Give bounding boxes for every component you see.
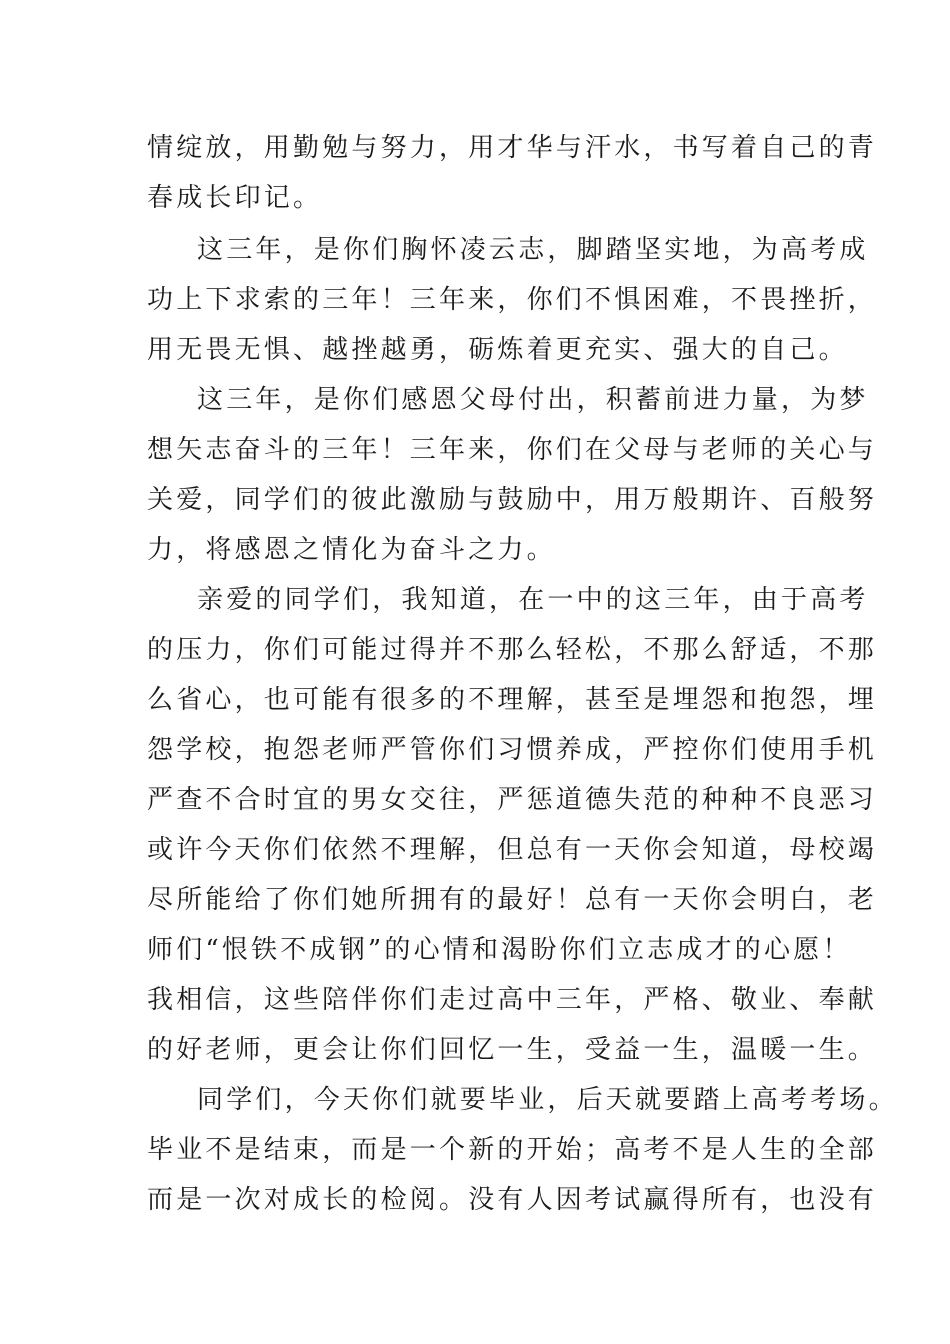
- text-line: 毕业不是结束，而是一个新的开始；高考不是人生的全部: [147, 1135, 878, 1165]
- text-line: 么省心，也可能有很多的不理解，甚至是埋怨和抱怨，埋: [147, 685, 878, 715]
- text-line: 春成长印记。: [147, 183, 323, 213]
- text-line: 尽所能给了你们她所拥有的最好！总有一天你会明白，老: [147, 885, 878, 915]
- text-line: 力，将感恩之情化为奋斗之力。: [147, 535, 556, 565]
- text-line: 我相信，这些陪伴你们走过高中三年，严格、敬业、奉献: [147, 985, 878, 1015]
- text-line: 而是一次对成长的检阅。没有人因考试赢得所有，也没有: [147, 1185, 878, 1215]
- paragraph-start-line: 同学们，今天你们就要毕业，后天就要踏上高考考场。: [197, 1085, 898, 1115]
- text-line: 情绽放，用勤勉与努力，用才华与汗水，书写着自己的青: [147, 133, 878, 163]
- paragraph-start-line: 这三年，是你们感恩父母付出，积蓄前进力量，为梦: [197, 385, 869, 415]
- text-line: 的压力，你们可能过得并不那么轻松，不那么舒适，不那: [147, 635, 878, 665]
- text-line: 的好老师，更会让你们回忆一生，受益一生，温暖一生。: [147, 1035, 878, 1065]
- text-line: 想矢志奋斗的三年！三年来，你们在父母与老师的关心与: [147, 435, 878, 465]
- text-line: 或许今天你们依然不理解，但总有一天你会知道，母校竭: [147, 835, 878, 865]
- text-line: 关爱，同学们的彼此激励与鼓励中，用万般期许、百般努: [147, 485, 878, 515]
- text-line: 功上下求索的三年！三年来，你们不惧困难，不畏挫折，: [147, 285, 878, 315]
- text-line: 用无畏无惧、越挫越勇，砺炼着更充实、强大的自己。: [147, 335, 848, 365]
- paragraph-start-line: 亲爱的同学们，我知道，在一中的这三年，由于高考: [197, 585, 869, 615]
- text-line: 怨学校，抱怨老师严管你们习惯养成，严控你们使用手机: [147, 735, 878, 765]
- paragraph-start-line: 这三年，是你们胸怀凌云志，脚踏坚实地，为高考成: [197, 235, 869, 265]
- text-line: 师们“恨铁不成钢”的心情和渴盼你们立志成才的心愿！: [147, 935, 852, 965]
- text-line: 严查不合时宜的男女交往，严惩道德失范的种种不良恶习: [147, 785, 878, 815]
